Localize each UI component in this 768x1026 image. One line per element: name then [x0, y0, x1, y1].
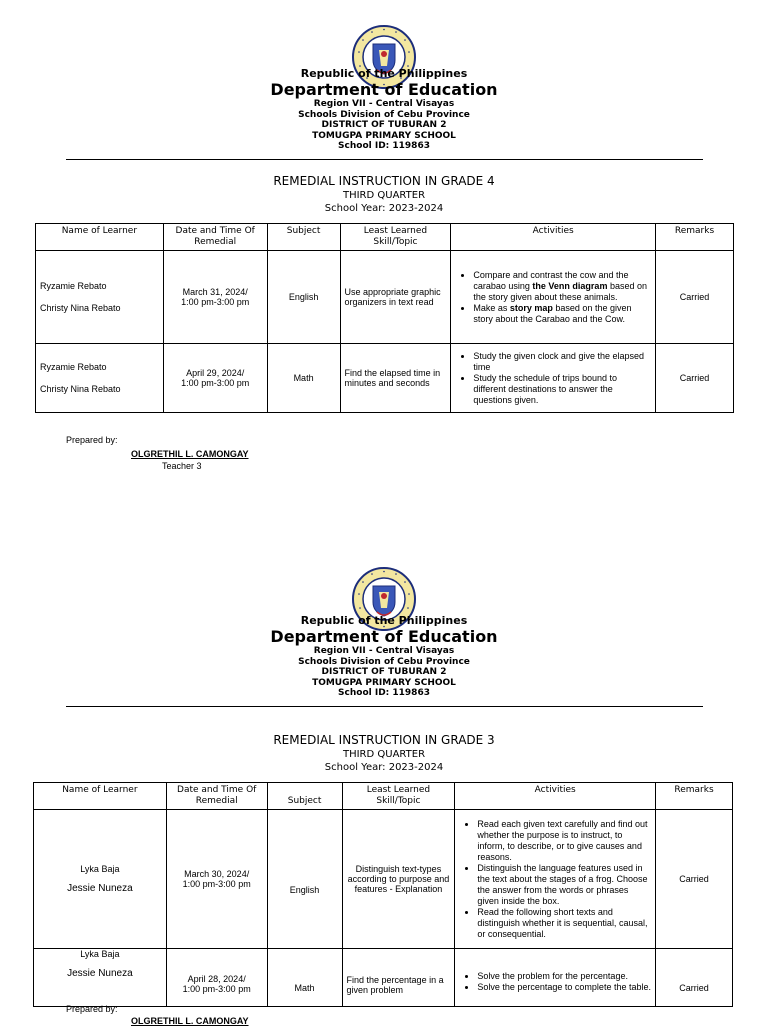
learner-name: Ryzamie Rebato	[40, 361, 107, 372]
table-row	[34, 810, 733, 949]
report-title: REMEDIAL INSTRUCTION IN GRADE 4	[273, 174, 495, 188]
activity-item: • Solve the percentage to complete the table.	[477, 982, 651, 993]
activity-item: • Make as story map based on the given story about the Carabao and the Cow.	[473, 303, 651, 325]
remedial-time: 1:00 pm-3:00 pm	[182, 983, 251, 994]
school-line: TOMUGPA PRIMARY SCHOOL	[312, 130, 456, 141]
column-header: Least Learned Skill/Topic	[340, 224, 451, 251]
activity-item: • Study the given clock and give the elapsed time	[473, 351, 651, 373]
date-time-cell	[166, 810, 267, 949]
learner-name: Christy Nina Rebato	[40, 302, 121, 313]
activity-item: • Compare and contrast the cow and the carabao using the Venn diagram based on the story given about these animals.	[473, 270, 651, 303]
prepared-by-label: Prepared by:	[66, 435, 118, 445]
school-id-line: School ID: 119863	[338, 688, 430, 699]
column-header: Activities	[451, 224, 656, 251]
activity-item: • Study the schedule of trips bound to different destinations to answer the questions given.	[473, 373, 651, 406]
signatory-name: OLGRETHIL L. CAMONGAY	[131, 449, 249, 459]
remarks-cell: Carried	[656, 251, 734, 344]
header-divider	[66, 706, 703, 707]
quarter-label: THIRD QUARTER	[342, 749, 426, 760]
republic-line: Republic of the Philippines	[300, 67, 468, 80]
school-id-line: School ID: 119863	[338, 141, 430, 152]
activity-item: • Solve the problem for the percentage.	[477, 971, 651, 982]
learner-name: Lyka Baja	[80, 949, 120, 959]
remedial-time: 1:00 pm-3:00 pm	[182, 879, 251, 889]
department-line: Department of Education	[270, 626, 498, 646]
column-header: Date and Time Of Remedial	[166, 783, 267, 810]
column-header: Subject	[267, 224, 340, 251]
subject-cell: Math	[267, 344, 340, 413]
learner-name: Jessie Nuneza	[67, 968, 133, 979]
skill-cell: Use appropriate graphic organizers in text read	[340, 251, 451, 344]
activities-cell	[455, 810, 656, 949]
department-line: Department of Education	[270, 79, 498, 99]
division-line: Schools Division of Cebu Province	[298, 656, 470, 667]
district-line: DISTRICT OF TUBURAN 2	[321, 120, 447, 131]
activity-item: • Read the following short texts and distinguish whether it is sequential, causal, or consequential.	[477, 907, 651, 940]
column-header: Remarks	[656, 224, 734, 251]
remedial-table	[33, 782, 733, 1007]
skill-cell: Distinguish text-types according to purpose and features - Explanation	[342, 810, 455, 949]
learner-name: Lyka Baja	[80, 864, 120, 874]
remedial-date: April 29, 2024/	[186, 368, 245, 378]
letterhead	[0, 615, 768, 699]
skill-cell: Find the percentage in a given problem	[342, 949, 455, 1007]
remarks-cell: Carried	[656, 810, 733, 949]
remedial-date: March 30, 2024/	[184, 869, 250, 879]
remedial-time: 1:00 pm-3:00 pm	[181, 297, 250, 307]
column-header: Name of Learner	[34, 783, 167, 810]
region-line: Region VII - Central Visayas	[313, 99, 455, 110]
remedial-date: March 31, 2024/	[182, 287, 248, 297]
school-year-label: School Year: 2023-2024	[324, 203, 444, 214]
remarks-cell: Carried	[656, 344, 734, 413]
subject-cell: Math	[267, 949, 342, 1007]
column-header: Remarks	[656, 783, 733, 810]
subject-cell: English	[267, 251, 340, 344]
division-line: Schools Division of Cebu Province	[298, 109, 470, 120]
column-header: Least Learned Skill/Topic	[342, 783, 455, 810]
table-row	[34, 949, 733, 1007]
table-header-row	[34, 783, 733, 810]
column-header: Activities	[455, 783, 656, 810]
school-line: TOMUGPA PRIMARY SCHOOL	[312, 677, 456, 688]
signatory-name: OLGRETHIL L. CAMONGAY	[131, 1016, 249, 1026]
learner-name: Jessie Nuneza	[67, 883, 133, 894]
remedial-date: April 28, 2024/	[187, 973, 246, 984]
quarter-label: THIRD QUARTER	[342, 190, 426, 201]
report-title: REMEDIAL INSTRUCTION IN GRADE 3	[273, 733, 495, 747]
learner-cell	[34, 810, 167, 949]
school-year-label: School Year: 2023-2024	[324, 762, 444, 773]
column-header: Subject	[267, 783, 342, 810]
remedial-time: 1:00 pm-3:00 pm	[181, 378, 250, 388]
date-time-cell	[166, 949, 267, 1007]
column-header: Date and Time Of Remedial	[163, 224, 267, 251]
activities-cell	[455, 949, 656, 1007]
activity-item: • Distinguish the language features used in the text about the stages of a frog. Choose the answer from the words or phrases given inside the box.	[477, 863, 651, 907]
skill-cell: Find the elapsed time in minutes and seconds	[340, 344, 451, 413]
learner-name: Ryzamie Rebato	[40, 280, 107, 291]
learner-name: Christy Nina Rebato	[40, 383, 121, 394]
prepared-by-label: Prepared by:	[66, 1004, 118, 1014]
learner-cell	[34, 949, 167, 1007]
subject-cell: English	[267, 810, 342, 949]
column-header: Name of Learner	[36, 224, 164, 251]
signatory-position: Teacher 3	[162, 461, 202, 471]
activity-item: • Read each given text carefully and find out whether the purpose is to instruct, to inform, to describe, or to give causes and reasons.	[477, 819, 651, 863]
republic-line: Republic of the Philippines	[300, 614, 468, 627]
remarks-cell: Carried	[656, 949, 733, 1007]
district-line: DISTRICT OF TUBURAN 2	[321, 667, 447, 678]
region-line: Region VII - Central Visayas	[313, 646, 455, 657]
report-title-block	[0, 733, 768, 774]
